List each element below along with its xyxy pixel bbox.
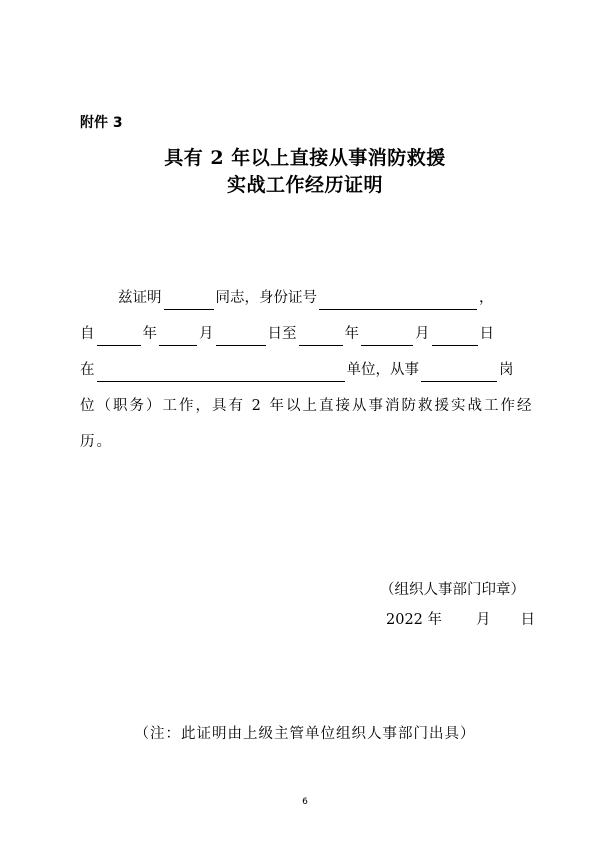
footnote: （注：此证明由上级主管单位组织人事部门出具） (134, 726, 476, 742)
text-comma: ， (479, 290, 494, 306)
text-post: 岗 (499, 362, 514, 378)
start-day-blank[interactable] (216, 327, 266, 346)
date-month: 月 (476, 612, 491, 628)
certificate-line-3 (80, 358, 514, 382)
post-blank[interactable] (421, 363, 497, 382)
start-month-blank[interactable] (159, 327, 197, 346)
text-month-2: 月 (415, 326, 430, 342)
document-title-line-2: 实战工作经历证明 (226, 174, 383, 196)
text-year-1: 年 (142, 326, 157, 342)
id-number-blank[interactable] (319, 291, 477, 310)
name-blank[interactable] (164, 291, 214, 310)
text-at: 在 (80, 362, 95, 378)
text-month-1: 月 (199, 326, 214, 342)
text-from: 自 (80, 326, 95, 342)
document-title-line-1: 具有 2 年以上直接从事消防救援 (164, 147, 446, 169)
certificate-line-4: 位（职务）工作，具有 2 年以上直接从事消防救援实战工作经 (80, 398, 534, 414)
date-day: 日 (520, 612, 536, 628)
end-day-blank[interactable] (432, 327, 478, 346)
certificate-line-2 (80, 322, 494, 346)
text-day-to: 日至 (267, 326, 297, 342)
date-year: 2022 年 (386, 612, 443, 628)
text-comrade-id: 同志，身份证号 (215, 290, 317, 306)
end-month-spacer (361, 327, 413, 346)
end-year-blank[interactable] (299, 327, 343, 346)
start-year-blank[interactable] (97, 327, 141, 346)
text-day-2: 日 (479, 326, 494, 342)
page-number: 6 (302, 797, 308, 807)
certificate-line-1 (118, 286, 494, 310)
certificate-line-5: 历。 (80, 434, 113, 450)
attachment-label: 附件 3 (80, 115, 123, 131)
seal-label: （组织人事部门印章） (380, 582, 525, 598)
text-certify: 兹证明 (118, 290, 162, 306)
text-unit-engaged: 单位，从事 (346, 362, 419, 378)
text-year-2: 年 (344, 326, 359, 342)
unit-blank[interactable] (97, 363, 345, 382)
date-line (386, 608, 535, 629)
